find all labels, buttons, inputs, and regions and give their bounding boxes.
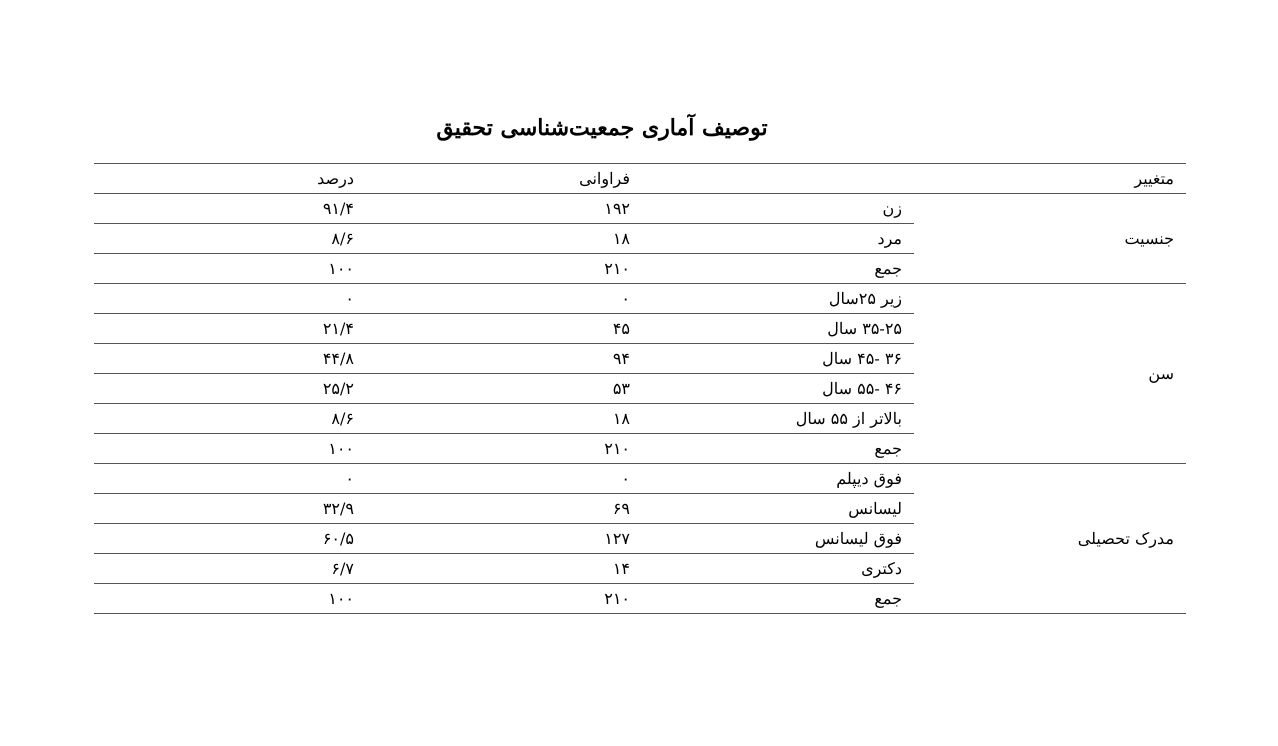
row-category: زن	[882, 199, 902, 218]
table-row	[94, 284, 1186, 314]
row-frequency: ۱۲۷	[604, 529, 630, 548]
row-percent: ۱۰۰	[328, 439, 354, 458]
row-category: فوق دیپلم	[836, 469, 902, 488]
row-frequency: ۱۹۲	[604, 199, 630, 218]
row-category: لیسانس	[848, 499, 902, 518]
row-category: دکتری	[861, 559, 902, 578]
page-title: توصیف آماری جمعیت‌شناسی تحقیق	[436, 115, 768, 141]
row-percent: ۸/۶	[331, 409, 354, 428]
row-percent: ۳۲/۹	[322, 499, 354, 518]
row-category: ۳۵-۲۵ سال	[827, 319, 902, 338]
group-variable-education: مدرک تحصیلی	[914, 464, 1186, 614]
row-category: فوق لیسانس	[814, 529, 902, 548]
row-category: ۳۶ -۴۵ سال	[822, 349, 902, 368]
row-frequency: ۱۸	[612, 229, 630, 248]
row-frequency: ۰	[621, 469, 630, 488]
row-category: بالاتر از ۵۵ سال	[795, 409, 902, 428]
row-percent: ۲۵/۲	[322, 379, 354, 398]
table-header-row	[94, 164, 1186, 194]
row-frequency: ۲۱۰	[604, 589, 630, 608]
row-percent: ۸/۶	[331, 229, 354, 248]
row-frequency: ۹۴	[612, 349, 630, 368]
row-category: جمع	[874, 439, 902, 458]
row-percent: ۴۴/۸	[322, 349, 354, 368]
row-frequency: ۰	[621, 289, 630, 308]
row-frequency: ۵۳	[612, 379, 630, 398]
row-category: جمع	[874, 259, 902, 278]
row-percent: ۱۰۰	[328, 259, 354, 278]
row-percent: ۰	[345, 469, 354, 488]
group-variable-age: سن	[914, 284, 1186, 464]
row-category: جمع	[874, 589, 902, 608]
row-percent: ۰	[345, 289, 354, 308]
header-category	[640, 164, 914, 194]
row-frequency: ۱۸	[612, 409, 630, 428]
demographics-table	[94, 163, 1186, 614]
header-variable: متغییر	[1134, 169, 1174, 188]
row-frequency: ۲۱۰	[604, 439, 630, 458]
row-frequency: ۱۴	[612, 559, 630, 578]
row-frequency: ۶۹	[612, 499, 630, 518]
group-variable-gender: جنسیت	[914, 194, 1186, 284]
row-percent: ۱۰۰	[328, 589, 354, 608]
row-frequency: ۴۵	[612, 319, 630, 338]
table-row	[94, 194, 1186, 224]
row-category: ۴۶ -۵۵ سال	[822, 379, 902, 398]
header-percent: درصد	[317, 169, 354, 188]
table-row	[94, 464, 1186, 494]
row-percent: ۹۱/۴	[322, 199, 354, 218]
row-category: مرد	[877, 229, 902, 248]
row-percent: ۶۰/۵	[322, 529, 354, 548]
header-frequency: فراوانی	[579, 169, 630, 188]
row-percent: ۶/۷	[331, 559, 354, 578]
row-category: زیر ۲۵سال	[828, 289, 902, 308]
row-frequency: ۲۱۰	[604, 259, 630, 278]
row-percent: ۲۱/۴	[322, 319, 354, 338]
